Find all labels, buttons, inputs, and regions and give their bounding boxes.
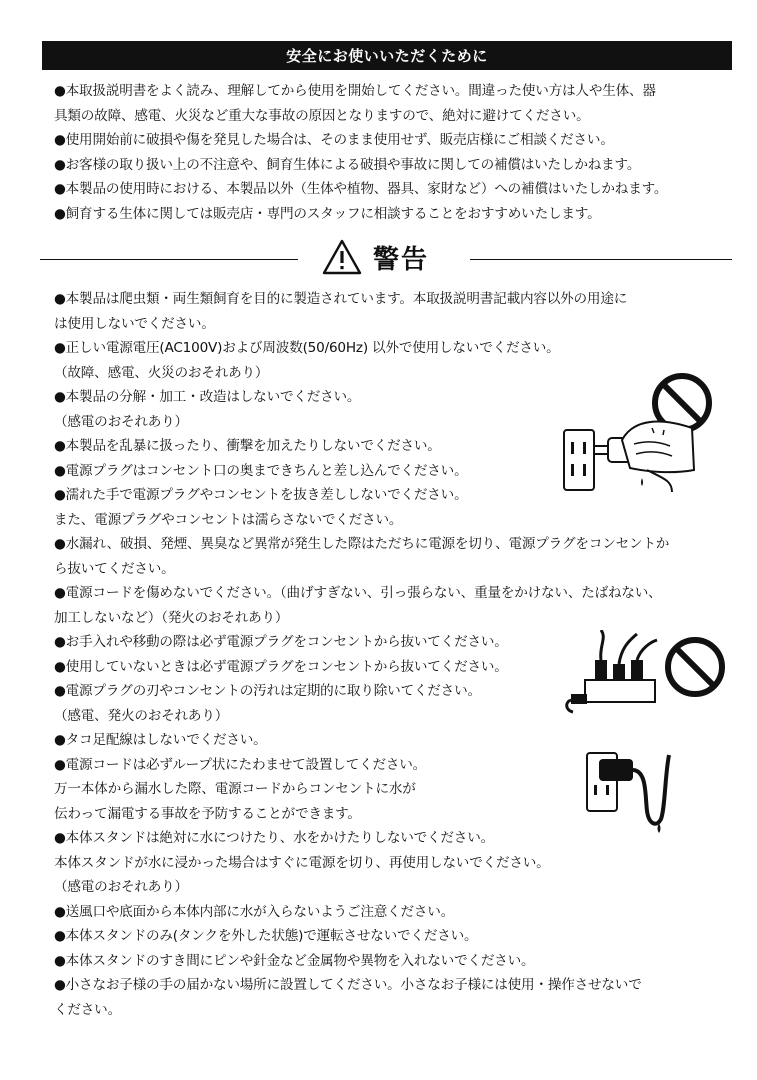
octopus-wiring-prohibited-icon [565, 630, 730, 715]
warning-line: ●小さなお子様の手の届かない場所に設置してください。小さなお子様には使用・操作させないで [54, 977, 642, 993]
warning-heading [40, 233, 732, 283]
warning-line: 加工しないなど）（発火のおそれあり） [54, 609, 289, 626]
section-title: 安全にお使いいただくために [286, 47, 488, 65]
intro-line: ●本製品の使用時における、本製品以外（生体や植物、器具、家財など）への補償はいたしかねます。 [54, 181, 668, 197]
warning-line: ください。 [54, 1001, 121, 1018]
warning-line: （感電、発火のおそれあり） [54, 707, 229, 724]
warning-line: ●本製品の分解・加工・改造はしないでください。 [54, 389, 361, 405]
warning-line: （感電のおそれあり） [54, 413, 188, 430]
warning-line: ●電源コードは必ずループ状にたわませて設置してください。 [54, 756, 427, 773]
heading-rule-left [40, 259, 298, 260]
warning-line: ●本体スタンドのみ(タンクを外した状態)で運転させないでください。 [54, 928, 478, 944]
warning-line: ●電源コードを傷めないでください。（曲げすぎない、引っ張らない、重量をかけない、たばねない、 [54, 585, 662, 601]
warning-line: ●本製品を乱暴に扱ったり、衝撃を加えたりしないでください。 [54, 438, 441, 454]
warning-line: ●本製品は爬虫類・両生類飼育を目的に製造されています。本取扱説明書記載内容以外の用途に [54, 291, 628, 307]
warning-line: ●本体スタンドのすき間にピンや針金など金属物や異物を入れないでください。 [54, 952, 535, 969]
warning-triangle-icon [322, 239, 362, 275]
warning-line: ら抜いてください。 [54, 560, 175, 577]
warning-line: 伝わって漏電する事故を予防することができます。 [54, 805, 361, 822]
warning-line: 万一本体から漏水した際、電源コードからコンセントに水が [54, 781, 416, 797]
warning-line: （故障、感電、火災のおそれあり） [54, 364, 269, 381]
warning-line: ●タコ足配線はしないでください。 [54, 732, 267, 748]
warning-line: ●正しい電源電圧(AC100V)および周波数(50/60Hz) 以外で使用しないでください。 [54, 340, 560, 356]
warning-line: ●水漏れ、破損、発煙、異臭など異常が発生した際はただちに電源を切り、電源プラグをコンセントか [54, 536, 670, 552]
warning-line: ●濡れた手で電源プラグやコンセントを抜き差ししないでください。 [54, 487, 468, 503]
cord-drip-loop-icon [585, 745, 685, 840]
wet-hand-plug-prohibited-icon [552, 370, 722, 495]
intro-line: ●使用開始前に破損や傷を発見した場合は、そのまま使用せず、販売店様にご相談ください。 [54, 132, 614, 148]
intro-line: 具類の故障、感電、火災など重大な事故の原因となりますので、絶対に避けてください。 [54, 107, 590, 124]
warning-line: は使用しないでください。 [54, 315, 215, 332]
intro-line: ●本取扱説明書をよく読み、理解してから使用を開始してください。間違った使い方は人や生体、器 [54, 83, 656, 99]
warning-line: ●電源プラグはコンセント口の奥まできちんと差し込んでください。 [54, 462, 468, 479]
warning-line: ●本体スタンドは絶対に水につけたり、水をかけたりしないでください。 [54, 830, 494, 846]
warning-line: また、電源プラグやコンセントは濡らさないでください。 [54, 511, 403, 528]
intro-line: ●飼育する生体に関しては販売店・専門のスタッフに相談することをおすすめいたします。 [54, 205, 601, 222]
warning-line: ●使用していないときは必ず電源プラグをコンセントから抜いてください。 [54, 658, 508, 675]
warning-title: 警告 [373, 245, 430, 275]
intro-line: ●お客様の取り扱い上の不注意や、飼育生体による破損や事故に関しての補償はいたしかねます。 [54, 156, 641, 173]
warning-line: ●電源プラグの刃やコンセントの汚れは定期的に取り除いてください。 [54, 683, 481, 699]
warning-line: ●送風口や底面から本体内部に水が入らないようご注意ください。 [54, 903, 455, 920]
warning-line: （感電のおそれあり） [54, 879, 188, 895]
warning-line: ●お手入れや移動の際は必ず電源プラグをコンセントから抜いてください。 [54, 634, 508, 650]
warning-line: 本体スタンドが水に浸かった場合はすぐに電源を切り、再使用しないでください。 [54, 854, 550, 871]
intro-section [54, 79, 667, 226]
heading-rule-right [470, 259, 732, 260]
section-title-banner [42, 41, 732, 70]
